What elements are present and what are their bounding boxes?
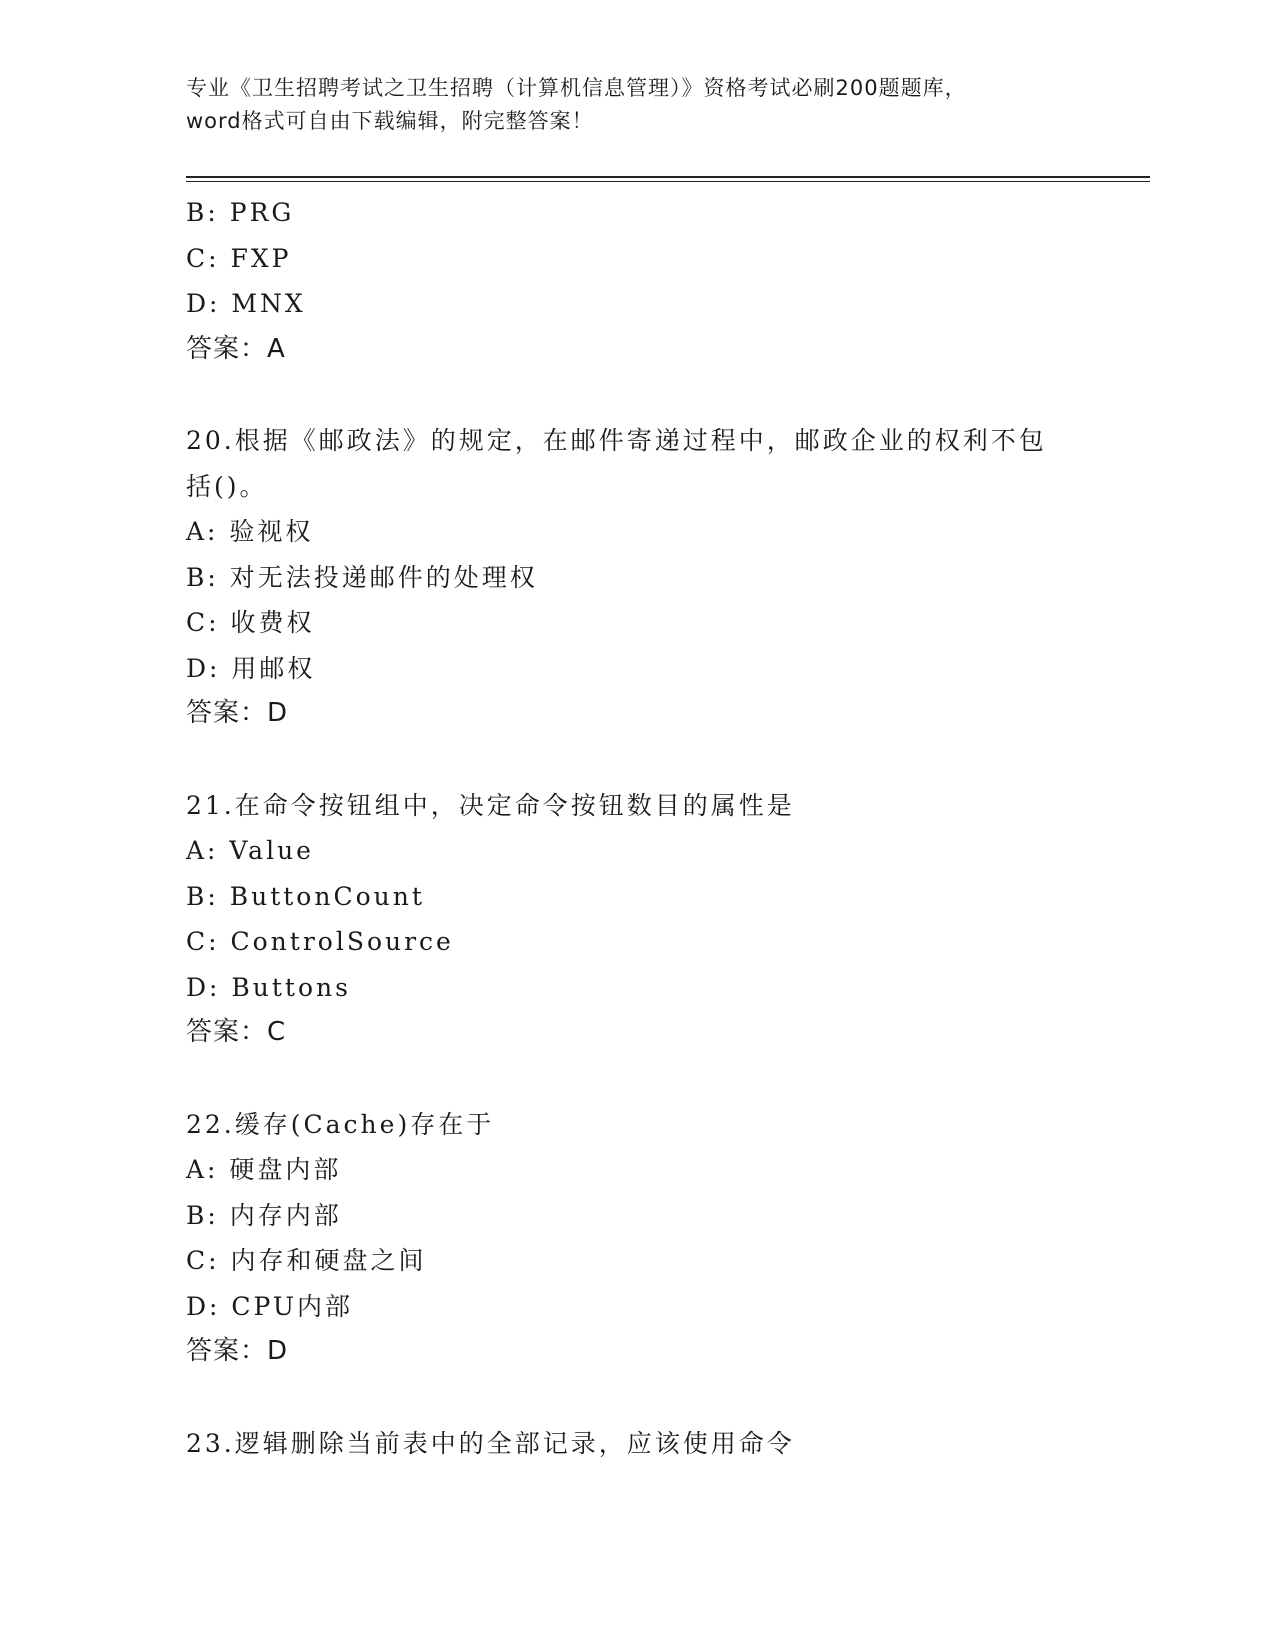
answer-line: 答案：A [186,333,286,364]
option-c: C: 收费权 [186,608,315,637]
spacer [186,372,1086,418]
spacer [186,1375,1086,1421]
option-b: B: PRG [186,198,295,227]
answer-line: 答案：D [186,1336,289,1366]
option-c: C: ControlSource [186,927,454,956]
question-list [186,190,1086,1466]
question-23 [186,1421,1086,1467]
option-a: A: 硬盘内部 [186,1155,342,1184]
option-d: D: MNX [186,289,306,318]
option-a: A: 验视权 [186,517,314,546]
header-line-1: 专业《卫生招聘考试之卫生招聘（计算机信息管理）》资格考试必刷200题题库， [186,76,967,100]
question-19-tail [186,190,1086,372]
question-stem: 21.在命令按钮组中，决定命令按钮数目的属性是 [186,790,795,820]
option-d: D: 用邮权 [186,653,316,683]
option-a: A: Value [186,836,314,865]
question-stem-cont: 括()。 [186,471,268,501]
option-b: B: 对无法投递邮件的处理权 [186,562,538,592]
answer-line: 答案：D [186,698,289,728]
option-c: C: 内存和硬盘之间 [186,1246,427,1275]
spacer [186,737,1086,783]
header-divider-thin [186,181,1150,182]
header-divider-thick [186,176,1150,178]
option-d: D: CPU内部 [186,1291,353,1321]
option-d: D: Buttons [186,972,351,1002]
question-21 [186,783,1086,1056]
spacer [186,1056,1086,1102]
option-b: B: ButtonCount [186,881,425,911]
header-line-2: word格式可自由下载编辑，附完整答案！ [186,109,594,133]
question-stem: 20.根据《邮政法》的规定，在邮件寄递过程中，邮政企业的权利不包 [186,426,1047,455]
question-20 [186,418,1086,737]
option-b: B: 内存内部 [186,1200,342,1230]
option-c: C: FXP [186,243,292,273]
question-22 [186,1102,1086,1375]
answer-line: 答案：C [186,1017,287,1047]
question-stem: 23.逻辑删除当前表中的全部记录，应该使用命令 [186,1428,795,1458]
document-header [186,72,1086,138]
question-stem: 22.缓存(Cache)存在于 [186,1109,495,1139]
